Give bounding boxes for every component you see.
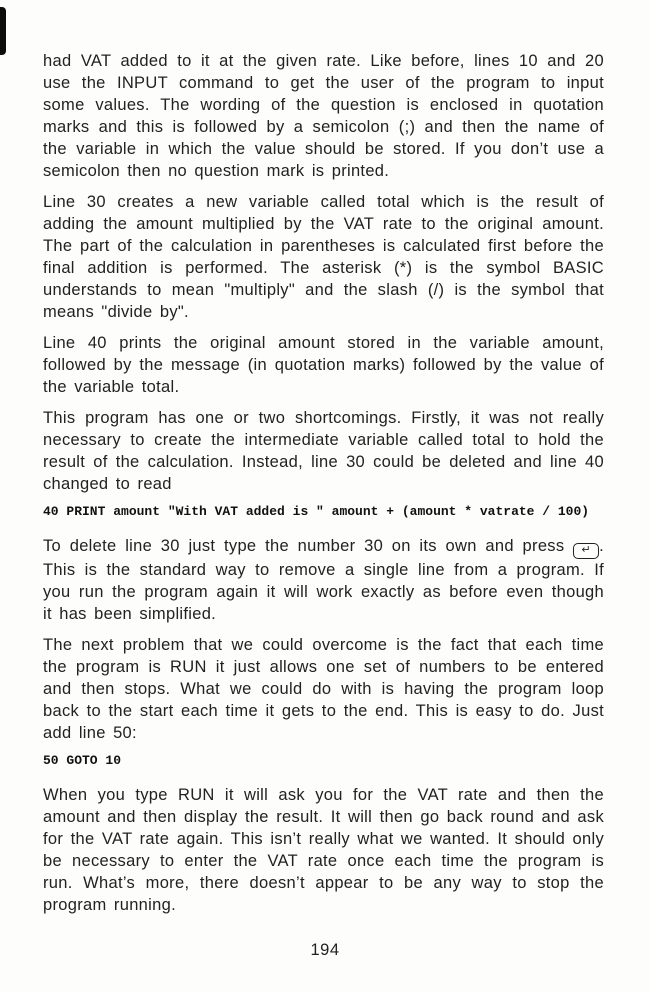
paragraph-vat-input: had VAT added to it at the given rate. Like before, lines 10 and 20 use the INPUT command to get the user of the program to input some values. The wording of the question is enclosed in quotation marks and this is followed by a semicolon (;) and then the name of the variable in which the value should be stored. If you don’t use a semicolon then no question mark is printed. bbox=[43, 52, 604, 180]
return-key-icon bbox=[573, 543, 599, 559]
paragraph-line-30: Line 30 creates a new variable called total which is the result of adding the amount multiplied by the VAT rate to the original amount. The part of the calculation in parentheses is calculated first before the final addition is performed. The asterisk (*) is the symbol BASIC understands to mean "multiply" and the slash (/) is the symbol that means "divide by". bbox=[43, 193, 604, 321]
paragraph-delete-line-after: . This is the standard way to remove a single line from a program. If you run the program again it will work exactly as before even though it has been simplified. bbox=[43, 537, 604, 623]
paragraph-run-loop: When you type RUN it will ask you for the VAT rate and then the amount and then display the result. It will then go back round and ask for the VAT rate again. This isn’t really what we wanted. It should only be necessary to enter the VAT rate once each time the program is run. What’s more, there doesn’t appear to be any way to stop the program running. bbox=[43, 786, 604, 914]
paragraph-shortcomings: This program has one or two shortcomings. Firstly, it was not really necessary to create the intermediate variable called total to hold the result of the calculation. Instead, line 30 could be deleted and line 40 changed to read bbox=[43, 409, 604, 493]
scan-artifact-mark bbox=[0, 7, 6, 55]
code-line-40-print: 40 PRINT amount "With VAT added is " amount + (amount * vatrate / 100) bbox=[43, 504, 590, 519]
page-number: 194 bbox=[310, 941, 340, 959]
code-line-50-goto: 50 GOTO 10 bbox=[43, 753, 122, 768]
paragraph-next-problem: The next problem that we could overcome is the fact that each time the program is RUN it just allows one set of numbers to be entered and then stops. What we could do with is having the program loop back to the start each time it gets to the end. This is easy to do. Just add line 50: bbox=[43, 636, 604, 742]
paragraph-delete-line bbox=[43, 535, 604, 625]
paragraph-line-40: Line 40 prints the original amount stored in the variable amount, followed by the message (in quotation marks) followed by the value of the variable total. bbox=[43, 334, 604, 396]
page-content bbox=[43, 50, 604, 925]
return-arrow-glyph: ↵ bbox=[581, 544, 591, 556]
paragraph-delete-line-before: To delete line 30 just type the number 30 on its own and press bbox=[43, 537, 574, 555]
